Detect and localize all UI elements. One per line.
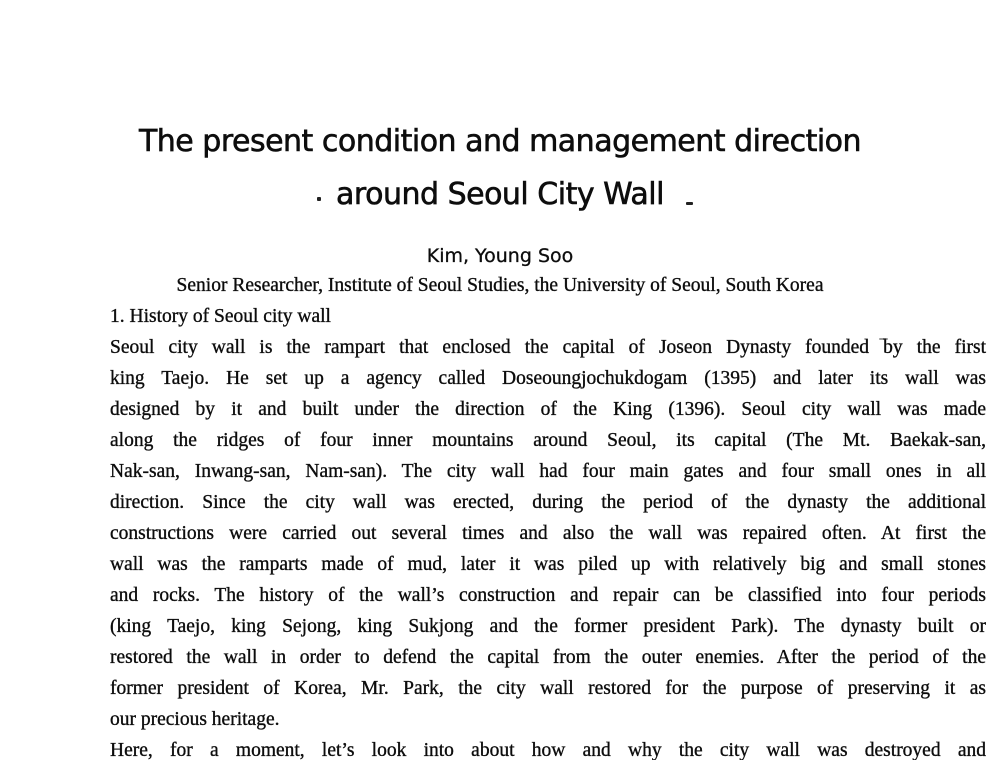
body-text-line: king Taejo. He set up a agency called Doseoungjochukdogam (1395) and later its wall was [110, 368, 986, 389]
paragraph [110, 735, 986, 760]
body-text-line: Seoul city wall is the rampart that enclosed the capital of Joseon Dynasty founded by the first [110, 337, 986, 358]
title-line-2: around Seoul City Wall [336, 177, 664, 212]
body-text-line: Here, for a moment, let’s look into about how and why the city wall was destroyed and [110, 740, 986, 760]
body-text-line: restored the wall in order to defend the capital from the outer enemies. After the period of the [110, 647, 986, 668]
body-text-line: designed by it and built under the direction of the King (1396). Seoul city wall was made [110, 399, 986, 420]
body-text-line: constructions were carried out several times and also the wall was repaired often. At first the [110, 523, 986, 544]
document-body [110, 301, 986, 760]
title-line-1: The present condition and management direction [138, 124, 862, 159]
paragraphs-container [110, 332, 986, 760]
body-text-line: direction. Since the city wall was erected, during the period of the dynasty the additional [110, 492, 986, 513]
scan-mark-artifact [879, 338, 888, 340]
paragraph [110, 332, 986, 735]
scan-dot-artifact [317, 197, 321, 201]
body-text-line: and rocks. The history of the wall’s construction and repair can be classified into four periods [110, 585, 986, 606]
scan-dash-artifact [686, 202, 693, 205]
affiliation: Senior Researcher, Institute of Seoul Studies, the University of Seoul, South Korea [176, 275, 824, 296]
body-text-line: Nak-san, Inwang-san, Nam-san). The city wall had four main gates and four small ones in all [110, 461, 986, 482]
author-name: Kim, Young Soo [426, 245, 574, 267]
section-heading: 1. History of Seoul city wall [110, 306, 331, 327]
body-text-line: our precious heritage. [110, 709, 280, 730]
body-text-line: former president of Korea, Mr. Park, the city wall restored for the purpose of preserving it as [110, 678, 986, 699]
document-title [0, 0, 1000, 221]
body-text-line: (king Taejo, king Sejong, king Sukjong and the former president Park). The dynasty built or [110, 616, 986, 637]
body-text-line: wall was the ramparts made of mud, later it was piled up with relatively big and small stones [110, 554, 986, 575]
body-text-line: along the ridges of four inner mountains around Seoul, its capital (The Mt. Baekak-san, [110, 430, 986, 451]
